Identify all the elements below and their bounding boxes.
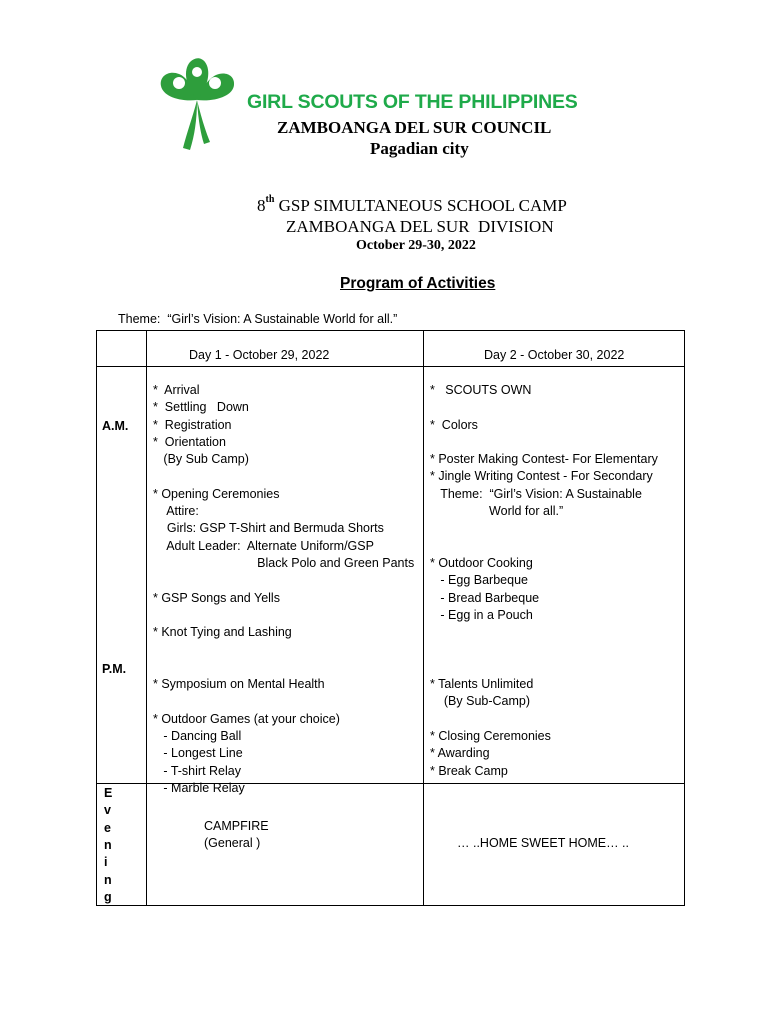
day2-activity-line — [430, 711, 658, 728]
day2-activity-line — [430, 520, 658, 537]
day2-activity-line: * Poster Making Contest- For Elementary — [430, 452, 658, 467]
day2-activity-line: * SCOUTS OWN — [430, 383, 532, 397]
camp-ordinal-number: 8 — [257, 196, 266, 215]
day2-activity-line: * Outdoor Cooking — [430, 555, 533, 570]
day2-activity-line: * Colors — [430, 417, 478, 432]
day2-activity-line: * Break Camp — [430, 763, 508, 778]
day2-activity-line: * Talents Unlimited — [430, 677, 534, 692]
evening-letter: e — [104, 820, 111, 835]
day2-activity-line — [430, 538, 658, 555]
evening-letter: n — [104, 872, 112, 887]
program-theme: Theme: “Girl’s Vision: A Sustainable World for all.” — [118, 312, 398, 326]
table-border-top — [96, 330, 685, 331]
evening-day1-campfire: CAMPFIRE — [204, 819, 269, 833]
day2-activity-line — [430, 641, 658, 658]
day1-activity-line: Girls: GSP T-Shirt and Bermuda Shorts — [153, 521, 384, 536]
schedule-table — [96, 330, 685, 906]
evening-day2-home: … ..HOME SWEET HOME… .. — [457, 836, 630, 850]
day1-activity-line — [153, 572, 414, 589]
table-header-divider — [96, 366, 685, 367]
table-border-left — [96, 330, 97, 906]
day2-activity-line: - Egg Barbeque — [430, 573, 528, 588]
day1-activity-line: Adult Leader: Alternate Uniform/GSP — [153, 538, 374, 553]
day2-activity-line — [430, 659, 658, 676]
table-border-bottom — [96, 905, 685, 906]
day2-activity-line: - Bread Barbeque — [430, 590, 540, 605]
trefoil-logo-icon — [157, 56, 237, 152]
day1-activity-line: * Arrival — [153, 383, 200, 397]
day1-header: Day 1 - October 29, 2022 — [189, 348, 330, 362]
day1-activity-line: Black Polo and Green Pants — [153, 555, 415, 570]
day2-activity-line: * Awarding — [430, 746, 490, 761]
evening-letter: v — [104, 803, 111, 818]
day1-activity-line: * Orientation — [153, 434, 226, 449]
table-col-divider-2 — [423, 330, 424, 906]
day1-activity-line: * Outdoor Games (at your choice) — [153, 711, 340, 726]
day1-activity-line — [153, 641, 414, 658]
council-name: ZAMBOANGA DEL SUR COUNCIL — [277, 118, 552, 137]
day1-activity-line — [153, 607, 414, 624]
day2-activity-line — [430, 434, 658, 451]
day1-activity-line: - Longest Line — [153, 746, 243, 761]
day2-activity-line: * Closing Ceremonies — [430, 728, 551, 743]
camp-ordinal-suffix: th — [265, 194, 275, 206]
day1-activity-line: - T-shirt Relay — [153, 763, 241, 778]
pm-label: P.M. — [102, 662, 127, 676]
evening-day1-general: (General ) — [204, 836, 261, 850]
day1-activity-line — [153, 693, 414, 710]
evening-letter: g — [104, 889, 112, 904]
evening-letter: n — [104, 837, 112, 852]
day1-activity-line: * Registration — [153, 417, 232, 432]
city-name: Pagadian city — [370, 139, 469, 158]
day1-activity-line: * GSP Songs and Yells — [153, 590, 280, 605]
day1-activity-line: * Knot Tying and Lashing — [153, 625, 292, 640]
day1-activity-line — [153, 659, 414, 676]
day1-activity-line: Attire: — [153, 504, 199, 519]
evening-letter: E — [104, 786, 113, 800]
day2-header: Day 2 - October 30, 2022 — [484, 348, 625, 362]
camp-title-text: GSP SIMULTANEOUS SCHOOL CAMP — [274, 196, 567, 215]
day1-activities — [153, 382, 414, 797]
day1-activity-line: * Settling Down — [153, 400, 249, 415]
evening-letter: i — [104, 855, 108, 870]
day2-activity-line — [430, 624, 658, 641]
organization-name: GIRL SCOUTS OF THE PHILIPPINES — [247, 91, 578, 113]
program-heading: Program of Activities — [340, 275, 496, 292]
table-col-divider-1 — [146, 330, 147, 906]
am-label: A.M. — [102, 419, 129, 433]
day1-activity-line — [153, 468, 414, 485]
day1-activity-line: - Marble Relay — [153, 780, 245, 795]
day1-activity-line: * Symposium on Mental Health — [153, 677, 325, 692]
table-border-right — [684, 330, 685, 906]
division-name: ZAMBOANGA DEL SUR DIVISION — [286, 217, 554, 236]
day2-activities — [430, 382, 658, 780]
day2-activity-line: Theme: “Girl’s Vision: A Sustainable — [430, 486, 642, 501]
day1-activity-line: * Opening Ceremonies — [153, 486, 280, 501]
day2-activity-line: * Jingle Writing Contest - For Secondary — [430, 469, 653, 484]
day2-activity-line: (By Sub-Camp) — [430, 694, 531, 709]
camp-dates: October 29-30, 2022 — [356, 238, 476, 253]
camp-title — [257, 196, 567, 216]
day2-activity-line: World for all.” — [430, 504, 564, 519]
day1-activity-line: (By Sub Camp) — [153, 452, 249, 467]
day1-activity-line: - Dancing Ball — [153, 728, 242, 743]
day2-activity-line — [430, 399, 658, 416]
day2-activity-line: - Egg in a Pouch — [430, 607, 533, 622]
